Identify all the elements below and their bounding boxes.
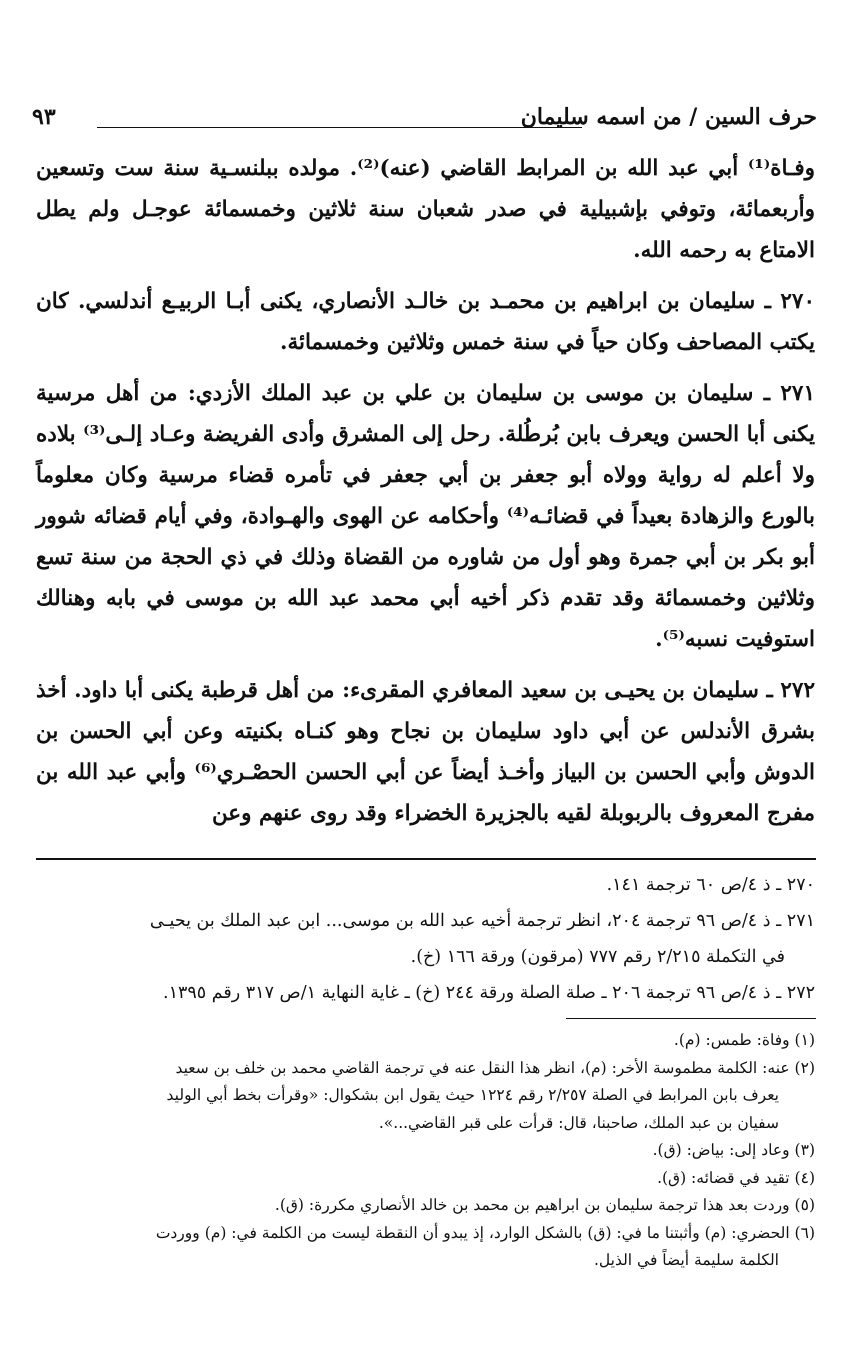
entry-270: ٢٧٠ ـ سليمان بن ابراهيم بن محمـد بن خالـد الأنصاري، يكنى أبـا الربيـع أندلسي. كان يكتب المصاحف وكان حياً في سنة خمس وثلاثين وخمسمائة. xyxy=(36,289,815,355)
entry-272: ٢٧٢ ـ سليمان بن يحيـى بن سعيد المعافري المقرىء: من أهل قرطبة يكنى أبا داود. أخذ بشرق الأندلس عن أبي داود سليمان بن نجاح وهو كنـاه بكنيته وعن أبي الحسن بن الدوش وأبي الحسن بن البياز وأخـذ أيضاً عن أبي الحسن الحصْـري⁽⁶⁾ وأبي عبد الله بن مفرج المعروف بالربوبلة لقيه بالجزيرة الخضراء وقد روى عنهم وعن xyxy=(36,678,815,826)
main-text xyxy=(36,148,815,844)
source-references xyxy=(36,868,815,1012)
footnote-4: (٤) تقيد في قضائه: (ق). xyxy=(657,1168,815,1187)
source-272: ٢٧٢ ـ ذ ٤/ص ٩٦ ترجمة ٢٠٦ ـ صلة الصلة ورقة ٢٤٤ (خ) ـ غاية النهاية ١/ص ٣١٧ رقم ١٣٩٥. xyxy=(163,983,815,1003)
entry-271: ٢٧١ ـ سليمان بن موسى بن سليمان بن علي بن عبد الملك الأزدي: من أهل مرسية يكنى أبا الحسن ويعرف بابن بُرطُلة. رحل إلى المشرق وأدى الفريضة وعـاد إلـى⁽³⁾ بلاده ولا أعلم له رواية وولاه أبو جعفر بن أبي جعفر في تأمره قضاء مرسية وكان معلوماً بالورع والزهادة بعيداً في قضائـه⁽⁴⁾ وأحكامه عن الهوى والهـوادة، وفي أيام قضائه شوور أبو بكر بن أبي جمرة وهو أول من شاوره من القضاة وذلك في ذي الحجة من سنة تسع وثلاثين وخمسمائة وقد تقدم ذكر أخيه أبي محمد عبد الله بن موسى في بابه وهنالك استوفيت نسبه⁽⁵⁾. xyxy=(36,381,815,652)
sources-divider xyxy=(36,858,816,860)
footnote-3: (٣) وعاد إلى: بياض: (ق). xyxy=(652,1141,815,1159)
footnotes xyxy=(36,1027,815,1275)
paragraph-continuation: وفـاة⁽¹⁾ أبي عبد الله بن المرابط القاضي (عنه)⁽²⁾. مولده ببلنسـية سنة ست وتسعين وأربعمائة، وتوفي بإشبيلية في صدر شعبان سنة ثلاثين وخمسمائة عوجـل ولم يطل الامتاع به رحمه الله. xyxy=(36,156,815,263)
footnote-1: (١) وفاة: طمس: (م). xyxy=(673,1031,815,1049)
footnote-2-continued: سفيان بن عبد الملك، صاحبنا، قال: قرأت على قبر القاضي...». xyxy=(378,1113,779,1132)
footnote-2-continued: يعرف بابن المرابط في الصلة ٢/٢٥٧ رقم ١٢٢٤ حيث يقول ابن بشكوال: «وقرأت بخط أبي الوليد xyxy=(166,1086,779,1104)
header-title: حرف السين / من اسمه سليمان xyxy=(520,104,817,130)
footnote-6: (٦) الحضري: (م) وأثبتنا ما في: (ق) بالشكل الوارد، إذ يبدو أن النقطة ليست من الكلمة في: (م) ووردت xyxy=(155,1223,815,1242)
running-header xyxy=(32,104,817,138)
source-270: ٢٧٠ ـ ذ ٤/ص ٦٠ ترجمة ١٤١. xyxy=(606,875,815,895)
source-271-continued: في التكملة ٢/٢١٥ رقم ٧٧٧ (مرقون) ورقة ١٦٦ (خ). xyxy=(410,947,785,967)
page-number: ٩٣ xyxy=(32,104,56,130)
header-rule xyxy=(97,127,582,128)
source-271: ٢٧١ ـ ذ ٤/ص ٩٦ ترجمة ٢٠٤، انظر ترجمة أخيه عبد الله بن موسى... ابن عبد الملك بن يحيـى xyxy=(149,911,815,931)
footnote-6-continued: الكلمة سليمة أيضاً في الذيل. xyxy=(593,1251,779,1269)
footnotes-divider xyxy=(566,1018,816,1019)
footnote-5: (٥) وردت بعد هذا ترجمة سليمان بن ابراهيم بن محمد بن خالد الأنصاري مكررة: (ق). xyxy=(274,1196,815,1214)
footnote-2: (٢) عنه: الكلمة مطموسة الأخر: (م)، انظر هذا النقل عنه في ترجمة القاضي محمد بن خلف بن سعيد xyxy=(175,1058,815,1077)
